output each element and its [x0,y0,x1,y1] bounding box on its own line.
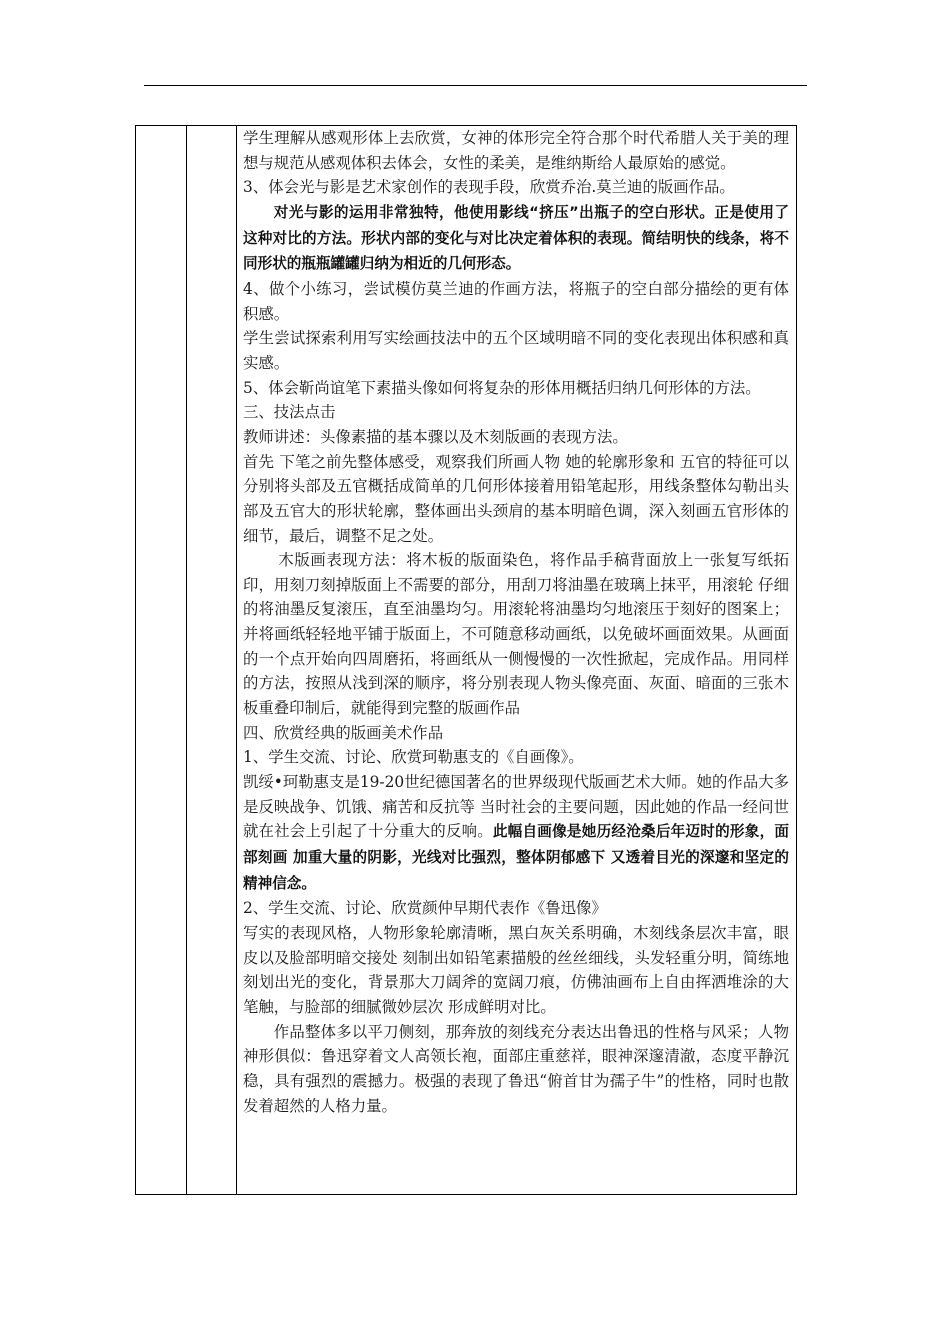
paragraph-text: 学生理解从感观形体上去欣赏，女神的体形完全符合那个时代希腊人关于美的理想与规范从感观体积去体会，女性的柔美，是维纳斯给人最原始的感觉。 [243,129,789,172]
paragraph-text: 2、学生交流、讨论、欣赏颜仲早期代表作《鲁迅像》 [243,899,607,918]
paragraph-text: 木版画表现方法：将木板的版面染色，将作品手稿背面放上一张复写纸拓印，用刻刀刻掉版面上不需要的部分，用刮刀将油墨在玻璃上抹平，用滚轮 仔细的将油墨反复滚压，直至油墨均匀。用滚轮将油墨均匀地滚压于刻好的图案上；并将画纸轻轻地平铺于版面上，不可随意移动画纸，以免破坏画面效果。从画面的一个点开始向四周磨拓，将画纸从一侧慢慢的一次性掀起，完成作品。用同样的方法，按照从浅到深的顺序，将分别表现人物头像亮面、灰面、暗面的三张木板重叠印制后，就能得到完整的版画作品 [243,551,789,718]
paragraph-text: 1、学生交流、讨论、欣赏珂勒惠支的《自画像》。 [243,748,584,767]
content-paragraph [243,277,789,326]
content-paragraph [243,896,789,921]
paragraph-text: 对光与影的运用非常独特，他使用影线“挤压”出瓶子的空白形状。正是使用了这种对比的方法。形状内部的变化与对比决定着体积的表现。简结明快的线条，将不同形状的瓶瓶罐罐归纳为相近的几何形态。 [243,203,789,273]
table-column-empty-1 [136,126,187,1194]
content-paragraph [243,326,789,375]
table-column-empty-2 [187,126,237,1194]
lesson-table [135,125,797,1195]
content-paragraph [243,425,789,450]
header-rule [144,85,807,86]
content-paragraph [243,126,789,175]
paragraph-text: 四、欣赏经典的版画美术作品 [243,723,444,742]
content-paragraph [243,1020,789,1119]
content-paragraph [243,376,789,401]
content-paragraph [243,200,789,277]
paragraph-text: 作品整体多以平刀侧刻，那奔放的刻线充分表达出鲁迅的性格与风采；人物神形俱似：鲁迅穿着文人高领长袍，面部庄重慈祥，眼神深邃清澈，态度平静沉稳，具有强烈的震撼力。极强的表现了鲁迅“俯首甘为孺子牛”的性格，同时也散发着超然的人格力量。 [243,1022,789,1115]
content-paragraph [243,400,789,425]
content-paragraph [243,721,789,746]
content-paragraph [243,548,789,721]
content-paragraph [243,450,789,549]
paragraph-text: 凯绥•珂勒惠支是19-20世纪德国著名的世界级现代版画艺术大师。她的作品大多是反映战争、饥饿、痛苦和反抗等 当时社会的主要问题，因此她的作品一经问世就在社会上引起了十分重大的反响。 [243,773,789,841]
paragraph-text: 首先 下笔之前先整体感受，观察我们所画人物 她的轮廓形象和 五官的特征可以分别将头部及五官概括成简单的几何形体接着用铅笔起形，用线条整体勾勒出头部及五官大的形状轮廓，整体画出头颈肩的基本明暗色调，深入刻画五官形体的细节，最后，调整不足之处。 [243,452,789,545]
paragraph-text: 5、体会靳尚谊笔下素描头像如何将复杂的形体用概括归纳几何形体的方法。 [243,378,761,397]
paragraph-text: 4、做个小练习，尝试模仿莫兰迪的作画方法，将瓶子的空白部分描绘的更有体积感。 [243,279,789,323]
paragraph-text: 教师讲述：头像素描的基本骤以及木刻版画的表现方法。 [243,427,628,446]
paragraph-text: 学生尝试探索利用写实绘画技法中的五个区域明暗不同的变化表现出体积感和真实感。 [243,329,789,372]
content-paragraph [243,175,789,200]
lesson-content-cell [237,126,796,1194]
paragraph-text: 3、体会光与影是艺术家创作的表现手段，欣赏乔治.莫兰迪的版画作品。 [243,178,735,197]
paragraph-text: 此幅自画像是她历经沧桑后年迈时的形象，面部刻画 加重大量的阴影，光线对比强烈，整体阴郁感下 又透着目光的深邃和坚定的精神信念。 [243,823,789,892]
content-paragraph [243,921,789,1020]
paragraph-text: 三、技法点击 [243,403,336,422]
content-paragraph [243,770,789,896]
content-paragraph [243,745,789,770]
paragraph-text: 写实的表现风格，人物形象轮廓清晰，黑白灰关系明确，木刻线条层次丰富，眼皮以及脸部明暗交接处 刻制出如铅笔素描般的丝丝细线，头发轻重分明，简练地刻划出光的变化，背景那大刀阔斧的宽阔刀痕，仿佛油画布上自由挥洒堆涂的大笔触，与脸部的细腻微妙层次 形成鲜明对比。 [243,924,789,1016]
